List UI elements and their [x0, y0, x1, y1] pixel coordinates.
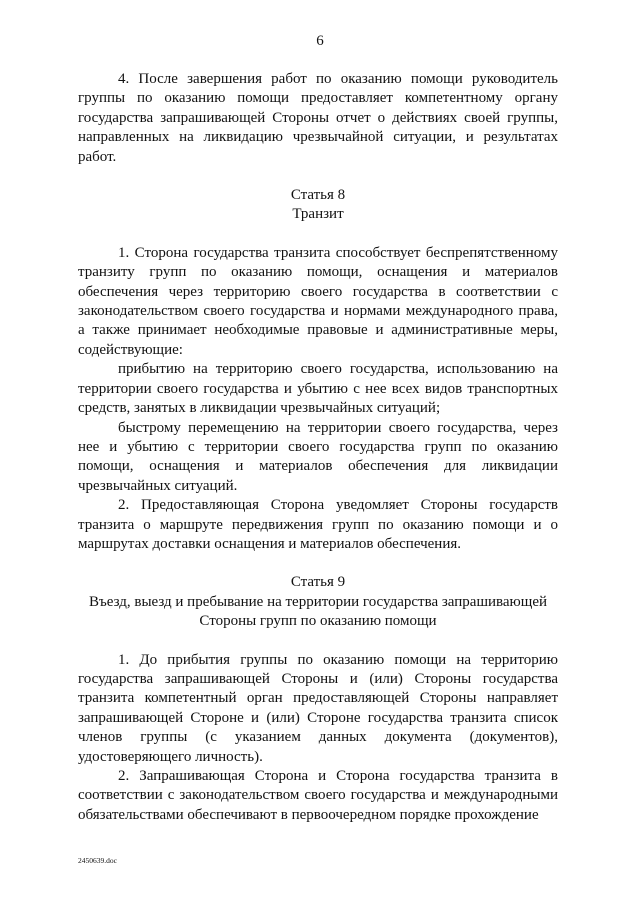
article-8-paragraph-1-item-a: прибытию на территорию своего государства, использованию на территории своего государства и убытию с нее всех видов транспортных средств, занятых в ликвидации чрезвычайных ситуаций;: [78, 361, 558, 417]
article-8-paragraph-2: 2. Предоставляющая Сторона уведомляет Стороны государств транзита о маршруте передвижения групп по оказанию помощи и о маршрутах доставки оснащения и материалов обеспечения.: [78, 497, 558, 552]
footer-filename: 2450639.doc: [78, 856, 117, 865]
page-number: 6: [316, 33, 324, 49]
paragraph-4: 4. После завершения работ по оказанию помощи руководитель группы по оказанию помощи предоставляет компетентному органу государства запрашивающей Стороны отчет о действиях своей группы, направленных на ликвидацию чрезвычайной ситуации, и результатах работ.: [78, 71, 558, 165]
article-9-paragraph-1: 1. До прибытия группы по оказанию помощи на территорию государства запрашивающей Стороны и (или) Стороны государства транзита компетентный орган предоставляющей Стороны направляет запрашивающей Стороне и (или) Стороне государства транзита список членов группы (с указанием данных документа (документов), удостоверяющего личность).: [78, 651, 558, 765]
article-8-number: Статья 8: [290, 187, 346, 204]
article-9-title-line-1: Въезд, выезд и пребывание на территории государства запрашивающей: [88, 593, 548, 610]
article-8-paragraph-1-item-b: быстрому перемещению на территории своего государства, через нее и убытию с территории своего государства групп по оказанию помощи, оснащения и материалов обеспечения для ликвидации чрезвычайных ситуаций.: [78, 419, 558, 494]
article-8-paragraph-1: 1. Сторона государства транзита способствует беспрепятственному транзиту групп по оказанию помощи, оснащения и материалов обеспечения через территорию своего государства в соответствии с законодательством своего государства и нормами международного права, а также принимает необходимые правовые и административные меры, содействующие:: [78, 244, 558, 358]
article-9-title-line-2: Стороны групп по оказанию помощи: [199, 613, 437, 630]
article-9-paragraph-2: 2. Запрашивающая Сторона и Сторона государства транзита в соответствии с законодательством своего государства и международными обязательствами обеспечивают в первоочередном порядке прохождение: [78, 768, 558, 823]
article-9-number: Статья 9: [290, 574, 346, 591]
article-8-title: Транзит: [292, 206, 344, 223]
document-body: [78, 70, 558, 825]
